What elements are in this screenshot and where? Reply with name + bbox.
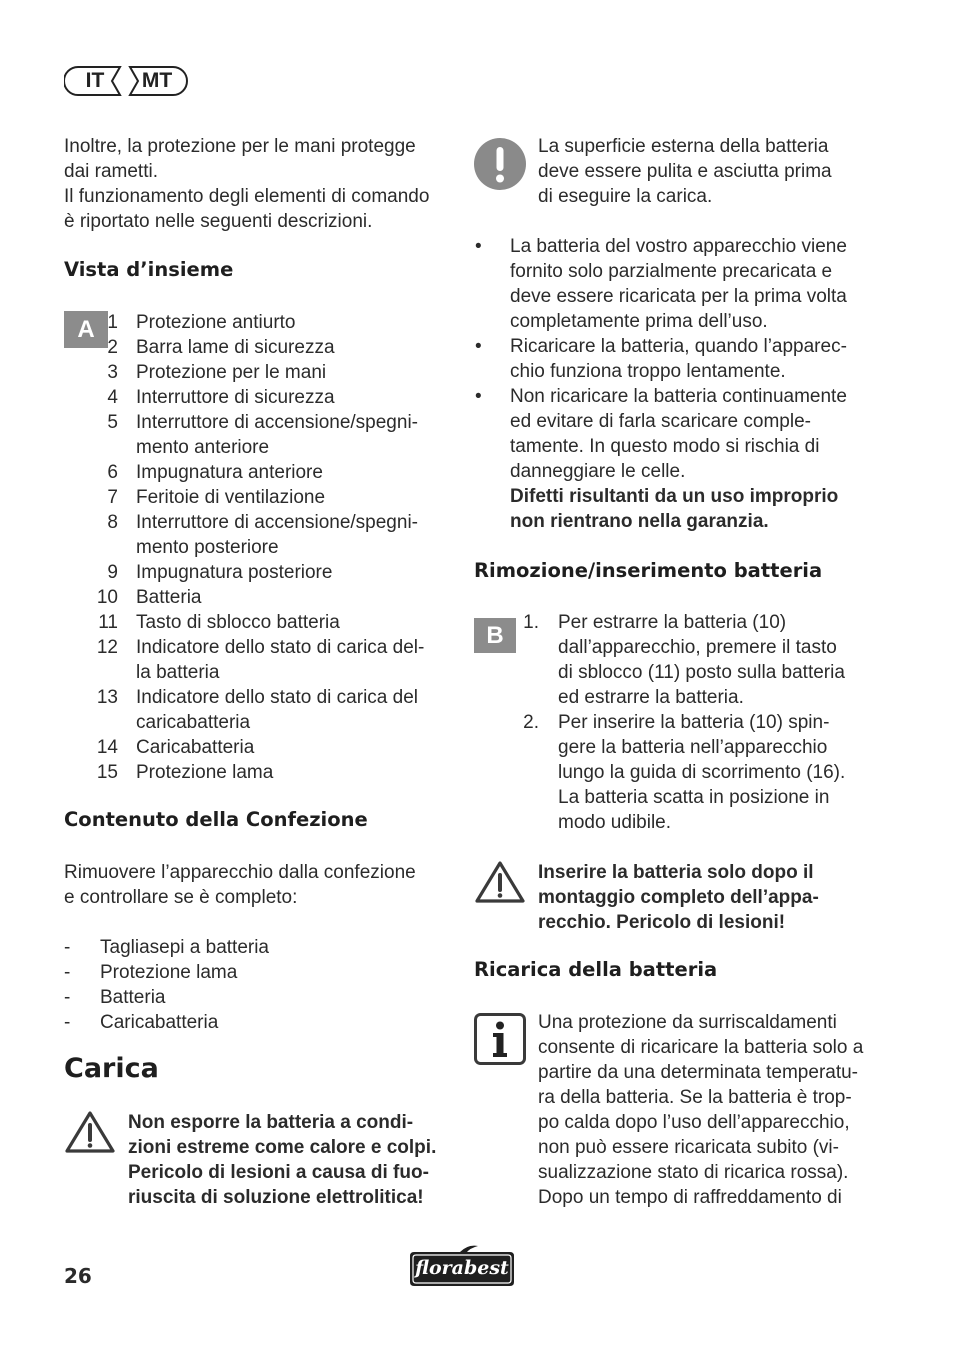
item-text: Protezione per le mani [136, 362, 327, 383]
item-number: 3 [107, 362, 118, 383]
bullet-line: Non ricaricare la batteria continuamente [510, 386, 847, 407]
info-line: sualizzazione stato di ricarica rossa). [538, 1162, 849, 1183]
battery-bullets [474, 234, 874, 534]
item-text: Impugnatura posteriore [136, 562, 333, 583]
item-number: 13 [96, 687, 118, 708]
bullet-line: deve essere ricaricata per la prima volta [510, 286, 847, 307]
item-number: 2 [107, 337, 118, 358]
item-text: Protezione antiurto [136, 312, 296, 333]
item-text: Batteria [136, 587, 202, 608]
logo-text: florabest [415, 1257, 509, 1279]
insert-warning-line: Inserire la batteria solo dopo il [538, 862, 814, 883]
bullet-line: completamente prima dell’uso. [510, 311, 768, 332]
lang-mt-label: MT [141, 69, 173, 92]
warning-triangle-icon [474, 860, 526, 904]
list-item [64, 410, 454, 460]
step-line: dall’apparecchio, premere il tasto [558, 637, 837, 658]
list-item [64, 635, 454, 685]
item-number: 14 [96, 737, 118, 758]
bullet-line: ed evitare di farla scaricare comple- [510, 411, 811, 432]
contents-intro-line: Rimuovere l’apparecchio dalla confezione [64, 862, 416, 883]
list-item [64, 735, 454, 760]
list-item [64, 585, 454, 610]
info-line: non può essere ricaricata subito (vi- [538, 1137, 839, 1158]
list-item [474, 610, 874, 710]
item-text: Indicatore dello stato di carica del- la batteria [136, 637, 425, 683]
warranty-note-line: Difetti risultanti da un uso improprio [510, 486, 839, 507]
contents-item: Tagliasepi a batteria [100, 937, 269, 958]
list-item [64, 485, 454, 510]
surface-notice [538, 134, 868, 209]
info-icon [474, 1013, 526, 1065]
list-item [64, 510, 454, 560]
item-number: 8 [107, 512, 118, 533]
charge-heading: Carica [64, 1053, 159, 1084]
item-number: 1 [107, 312, 118, 333]
notice-line: La superficie esterna della batteria [538, 136, 829, 157]
bullet-line: Ricaricare la batteria, quando l’apparec- [510, 336, 847, 357]
item-text: Caricabatteria [136, 737, 255, 758]
item-number: 4 [107, 387, 118, 408]
info-paragraph [538, 1010, 868, 1210]
item-text: Protezione lama [136, 762, 274, 783]
step-number: 2. [523, 712, 539, 733]
list-item: - Protezione lama [64, 962, 238, 983]
item-text: Impugnatura anteriore [136, 462, 323, 483]
list-item [64, 560, 454, 585]
intro-line: è riportato nelle seguenti descrizioni. [64, 211, 373, 232]
intro-paragraph [64, 134, 454, 234]
list-item: - Tagliasepi a batteria [64, 937, 269, 958]
step-line: di sblocco (11) posto sulla batteria [558, 662, 845, 683]
step-line: modo udibile. [558, 812, 672, 833]
insert-warning-line: montaggio completo dell’appa- [538, 887, 819, 908]
contents-item: Protezione lama [100, 962, 238, 983]
contents-item: Caricabatteria [100, 1012, 219, 1033]
item-text: Interruttore di sicurezza [136, 387, 335, 408]
overview-list [64, 310, 454, 785]
list-item [64, 310, 454, 335]
warning-triangle-icon [64, 1110, 116, 1154]
item-number: 15 [96, 762, 118, 783]
item-number: 11 [98, 612, 118, 633]
intro-line: Il funzionamento degli elementi di comando [64, 186, 430, 207]
list-item: - Caricabatteria [64, 1012, 219, 1033]
insert-warning-line: recchio. Pericolo di lesioni! [538, 912, 786, 933]
step-line: lungo la guida di scorrimento (16). [558, 762, 846, 783]
info-line: Una protezione da surriscaldamenti [538, 1012, 837, 1033]
notice-line: deve essere pulita e asciutta prima [538, 161, 832, 182]
figure-label-a: A [64, 311, 108, 348]
warranty-note-line: non rientrano nella garanzia. [510, 511, 769, 532]
item-number: 7 [107, 487, 118, 508]
step-line: gere la batteria nell’apparecchio [558, 737, 828, 758]
recharge-heading: Ricarica della batteria [474, 958, 718, 981]
bullet-line: chio funziona troppo lentamente. [510, 361, 786, 382]
info-line: ra della batteria. Se la batteria è trop- [538, 1087, 852, 1108]
removal-steps [474, 610, 874, 835]
contents-intro [64, 860, 454, 910]
list-item [64, 360, 454, 385]
contents-item: Batteria [100, 987, 166, 1008]
item-text: Barra lame di sicurezza [136, 337, 335, 358]
item-number: 12 [96, 637, 118, 658]
step-line: Per estrarre la batteria (10) [558, 612, 787, 633]
charge-warning-line: zioni estreme come calore e colpi. [128, 1137, 437, 1158]
bullet-line: tamente. In questo modo si rischia di [510, 436, 820, 457]
list-item: - Batteria [64, 987, 166, 1008]
charge-warning-line: riuscita di soluzione elettrolitica! [128, 1187, 424, 1208]
lang-it-label: IT [85, 69, 105, 92]
contents-heading: Contenuto della Confezione [64, 808, 368, 831]
notice-line: di eseguire la carica. [538, 186, 713, 207]
charge-warning [128, 1110, 458, 1210]
lang-badge-mt [126, 66, 188, 96]
list-item: • La batteria del vostro apparecchio viene fornito solo parzialmente precaricata e deve essere ricaricata per la prima volta completamente prima dell’uso. [475, 236, 847, 332]
overview-heading: Vista d’insieme [64, 258, 234, 281]
bullet-line: La batteria del vostro apparecchio viene [510, 236, 847, 257]
list-item [64, 460, 454, 485]
item-text: Interruttore di accensione/spegni- mento posteriore [136, 512, 418, 558]
list-item [64, 685, 454, 735]
charge-warning-line: Non esporre la batteria a condi- [128, 1112, 414, 1133]
florabest-logo [404, 1244, 520, 1290]
step-number: 1. [523, 612, 539, 633]
info-line: partire da una determinata temperatu- [538, 1062, 859, 1083]
insert-warning [538, 860, 868, 935]
list-item [64, 335, 454, 360]
contents-list [64, 935, 454, 1035]
list-item [64, 760, 454, 785]
item-text: Interruttore di accensione/spegni- mento anteriore [136, 412, 418, 458]
step-line: La batteria scatta in posizione in [558, 787, 830, 808]
figure-label-b: B [474, 618, 516, 653]
page-number: 26 [64, 1264, 92, 1288]
intro-line: Inoltre, la protezione per le mani protegge [64, 136, 416, 157]
step-line: Per inserire la batteria (10) spin- [558, 712, 830, 733]
item-number: 9 [107, 562, 118, 583]
item-number: 6 [107, 462, 118, 483]
lang-badge-it [64, 66, 126, 96]
intro-line: dai rametti. [64, 161, 158, 182]
charge-warning-line: Pericolo di lesioni a causa di fuo- [128, 1162, 429, 1183]
list-item [64, 385, 454, 410]
list-item: • Ricaricare la batteria, quando l’apparec- chio funziona troppo lentamente. [475, 336, 847, 382]
bullet-line: danneggiare le celle. [510, 461, 686, 482]
item-text: Feritoie di ventilazione [136, 487, 326, 508]
removal-heading: Rimozione/inserimento batteria [474, 559, 823, 582]
list-item: • Non ricaricare la batteria continuamente ed evitare di farla scaricare comple- tamente. In questo modo si rischia di danneggiare le celle. Difetti risultanti da un uso improprio non rientrano nella garanzia. [475, 386, 847, 532]
step-line: ed estrarre la batteria. [558, 687, 744, 708]
item-number: 10 [96, 587, 118, 608]
info-line: consente di ricaricare la batteria solo a [538, 1037, 864, 1058]
item-text: Tasto di sblocco batteria [136, 612, 340, 633]
info-line: po calda dopo l’uso dell’apparecchio, [538, 1112, 850, 1133]
bullet-line: fornito solo parzialmente precaricata e [510, 261, 833, 282]
contents-intro-line: e controllare se è completo: [64, 887, 298, 908]
list-item [64, 610, 454, 635]
list-item [474, 710, 874, 835]
item-text: Indicatore dello stato di carica del caricabatteria [136, 687, 418, 733]
info-line: Dopo un tempo di raffreddamento di [538, 1187, 842, 1208]
item-number: 5 [107, 412, 118, 433]
exclamation-icon [473, 137, 527, 191]
